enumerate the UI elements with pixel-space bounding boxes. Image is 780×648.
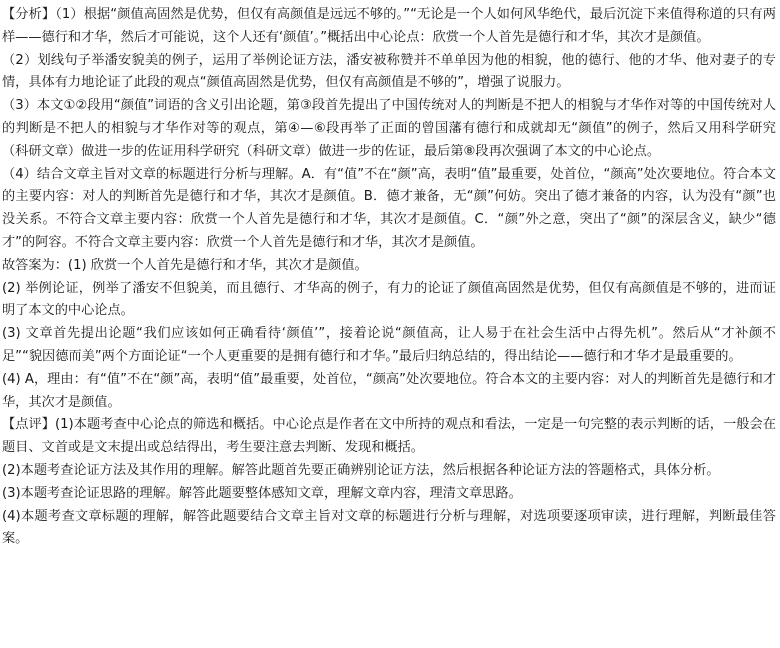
comment-paragraph-3: (3)本题考查论证思路的理解。解答此题要整体感知文章，理解文章内容，理清文章思路。: [2, 485, 522, 501]
answer-paragraph-4: (4) A，理由：有“值”不在“颜”高，表明“值”最重要，处首位，“颜高”处次要地位。符合本文的主要内容：对人的判断首先是德行和才华，其次才是颜值。: [2, 371, 776, 410]
answer-paragraph-3: (3) 文章首先提出论题“我们应该如何正确看待‘颜值’”，接着论说“颜值高，让人易于在社会生活中占得先机”。然后从“才补颜不足”“貌因德而美”两个方面论证“一个人更重要的是拥有德行和才华。”最后归纳总结的，得出结论——德行和才华才是最重要的。: [2, 326, 776, 364]
answer-paragraph-1: 故答案为：(1) 欣赏一个人首先是德行和才华，其次才是颜值。: [2, 257, 368, 273]
answer-paragraph-2: (2) 举例论证，例举了潘安不但貌美，而且德行、才华高的例子，有力的论证了颜值高固然是优势，但仅有高颜值是不够的，进而证明了本文的中心论点。: [2, 280, 776, 319]
analysis-paragraph-3: （3）本文①②段用“颜值”词语的含义引出论题，第③段首先提出了中国传统对人的判断是不把人的相貌与才华作对等的中国传统对人的判断是不把人的相貌与才华作对等的观点，第④—⑥段再举了正面的曾国藩有德行和成就却无“颜值”的例子，然后又用科学研究（科研文章）做进一步的佐证用科学研究（科研文章）做进一步的佐证，最后第⑧段再次强调了本文的中心论点。: [2, 98, 776, 159]
analysis-paragraph-1: 【分析】（1）根据“颜值高固然是优势，但仅有高颜值是远远不够的。”“无论是一个人如何风华绝代，最后沉淀下来值得称道的只有两样——德行和才华，然后才可能说，这个人还有‘颜值’。”概括出中心论点：欣赏一个人首先是德行和才华，其次才是颜值。: [2, 7, 776, 45]
comment-paragraph-4: (4)本题考查文章标题的理解，解答此题要结合文章主旨对文章的标题进行分析与理解，对选项要逐项审读，进行理解，判断最佳答案。: [2, 508, 776, 547]
comment-paragraph-1: 【点评】(1)本题考查中心论点的筛选和概括。中心论点是作者在文中所持的观点和看法，一定是一句完整的表示判断的话，一般会在题目、文首或是文末提出或总结得出，考生要注意去判断、发现和概括。: [2, 417, 776, 456]
analysis-paragraph-2: （2）划线句子举潘安貌美的例子，运用了举例论证方法，潘安被称赞并不单单因为他的相貌，他的德行、他的才华、他对妻子的专情，具体有力地论证了此段的观点“颜值高固然是优势，但仅有高颜值是不够的”，增强了说服力。: [2, 52, 776, 91]
comment-paragraph-2: (2)本题考查论证方法及其作用的理解。解答此题首先要正确辨别论证方法，然后根据各种论证方法的答题格式，具体分析。: [2, 462, 720, 478]
analysis-paragraph-4: （4）结合文章主旨对文章的标题进行分析与理解。A．有“值”不在“颜”高，表明“值”最重要，处首位，“颜高”处次要地位。符合本文的主要内容：对人的判断首先是德行和才华，其次才是颜值。B．德才兼备，无“颜”何妨。突出了德才兼备的内容，认为没有“颜”也没关系。不符合文章主要内容：欣赏一个人首先是德行和才华，其次才是颜值。C．“颜”外之意，突出了“颜”的深层含义，缺少“德才”的阿容。不符合文章主要内容：欣赏一个人首先是德行和才华，其次才是颜值。: [2, 166, 776, 250]
